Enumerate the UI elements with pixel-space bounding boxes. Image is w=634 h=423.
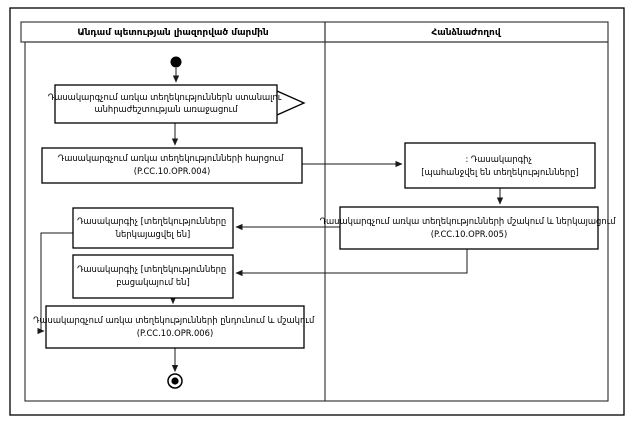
object-classifier-requested-label: : Դասակարգիչ [պահանջվել են տեղեկությունները] — [421, 154, 579, 177]
object-classifier-absent-label: Դասակարգիչ [տեղեկությունները բացակայում են] — [77, 264, 227, 287]
activity-process-present-box — [340, 207, 598, 249]
object-classifier-requested-box — [405, 143, 595, 188]
swimlane-title-left: Անդամ պետության լիազորված մարմին — [77, 28, 269, 38]
activity-process-present-label: Դասակարգչում առկա տեղեկությունների մշակում և ներկայացում (P.CC.10.OPR.005) — [319, 216, 616, 239]
final-node-dot — [171, 377, 178, 384]
activity-query-label: Դասակարգչում առկա տեղեկությունների հարցում (P.CC.10.OPR.004) — [57, 153, 284, 176]
activity-receive-process-box — [46, 306, 304, 348]
activity-need-label: Դասակարգչում առկա տեղեկություններն ստանալու անհրաժեշտության առաջացում — [47, 92, 282, 114]
object-classifier-presented-label: Դասակարգիչ [տեղեկությունները ներկայացվել են] — [77, 216, 227, 239]
swimlane-title-right: Հանձնաժողով — [431, 28, 501, 38]
object-classifier-presented-box — [73, 208, 233, 248]
activity-receive-process-label: Դասակարգչում առկա տեղեկությունների ընդունում և մշակում (P.CC.10.OPR.006) — [33, 315, 315, 338]
initial-node-icon — [171, 57, 182, 68]
